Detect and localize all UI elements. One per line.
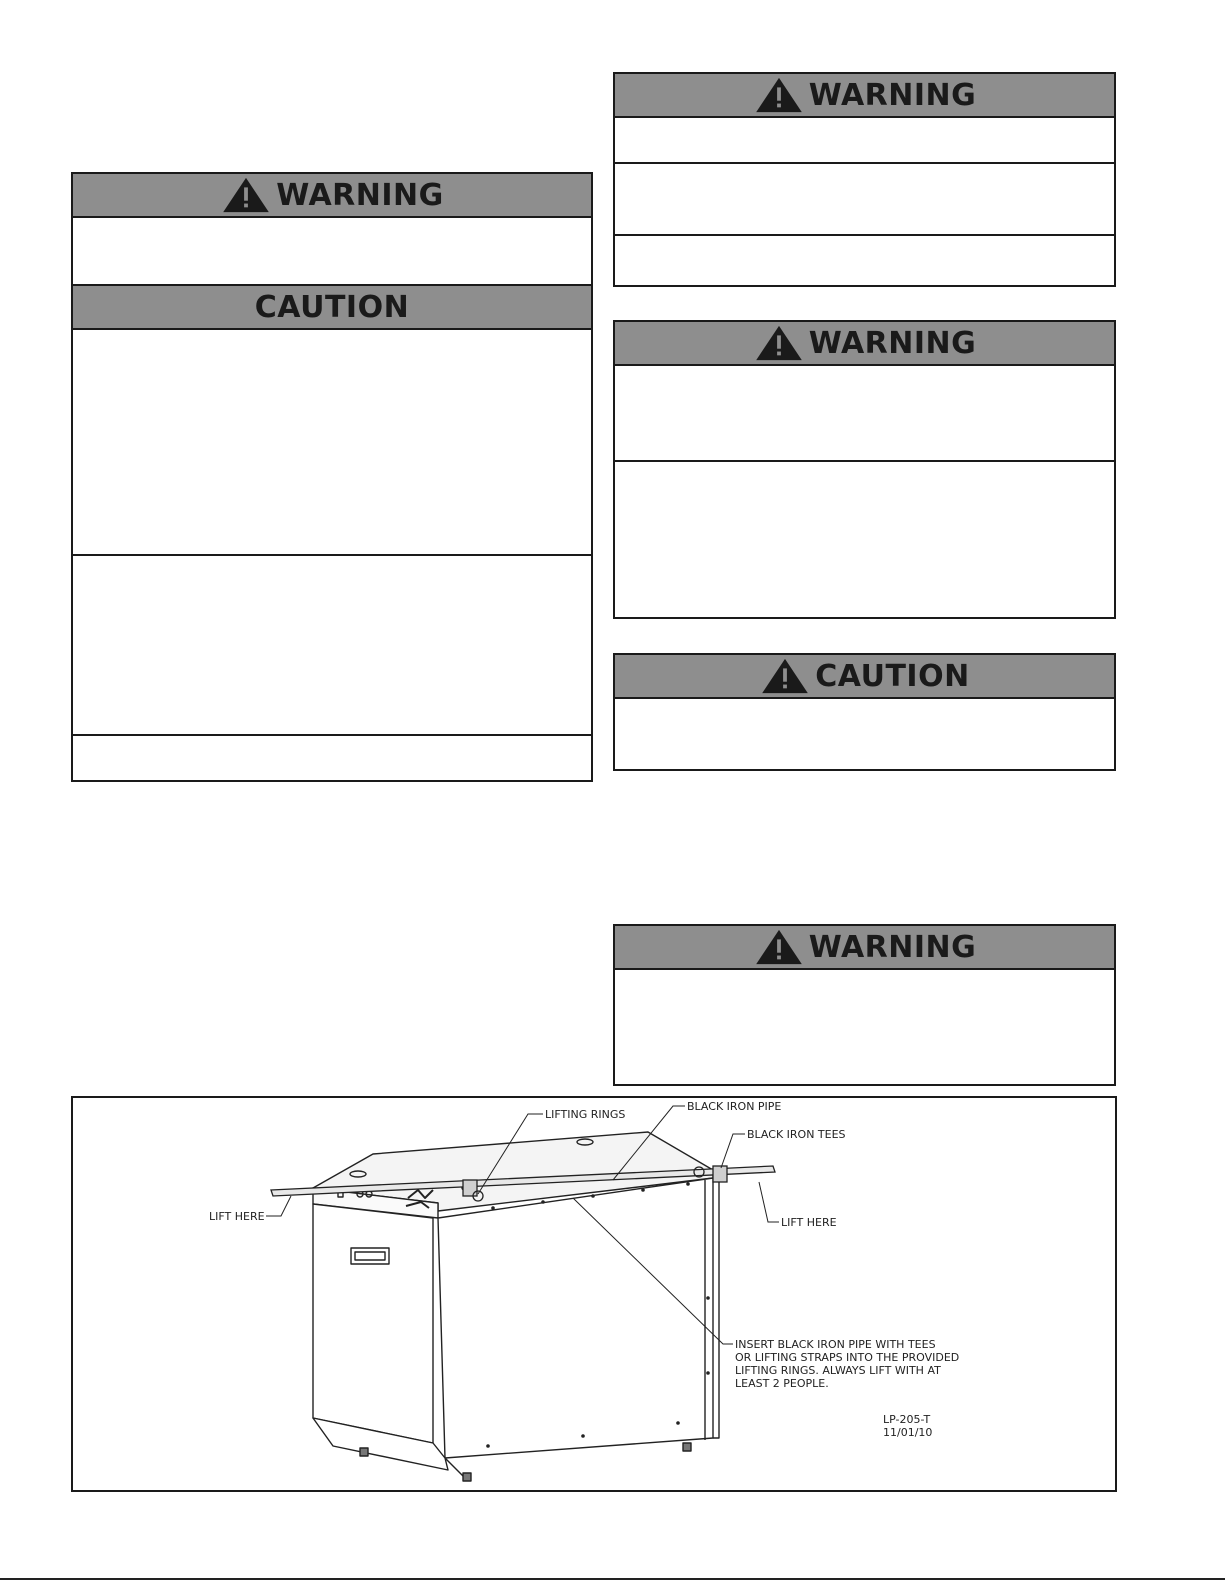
- warning-heading: WARNING: [808, 929, 977, 965]
- warning-triangle-icon: [759, 657, 811, 695]
- warning-row-3: [615, 236, 1114, 287]
- black-iron-tee-right: [713, 1166, 727, 1182]
- warning-box-right-1: [613, 72, 1116, 287]
- caution-row-1: [73, 330, 591, 556]
- caution-box-left: [71, 284, 593, 782]
- black-iron-tee-left: [463, 1180, 477, 1196]
- drawing-number: LP-205-T: [883, 1413, 931, 1426]
- boiler-side-panel: [438, 1178, 713, 1458]
- boiler-front-panel: [313, 1204, 433, 1443]
- warning-header: [615, 74, 1114, 118]
- label-lift-here-right: LIFT HERE: [781, 1216, 837, 1229]
- label-insert-line-1: INSERT BLACK IRON PIPE WITH TEES: [735, 1338, 936, 1351]
- warning-box-right-2: [613, 320, 1116, 619]
- caution-header: [615, 655, 1114, 699]
- warning-triangle-icon: [753, 928, 805, 966]
- label-insert-line-4: LEAST 2 PEOPLE.: [735, 1377, 829, 1390]
- warning-header: [615, 926, 1114, 970]
- caution-heading: CAUTION: [254, 289, 410, 325]
- warning-heading: WARNING: [276, 177, 444, 213]
- page-bottom-rule: [0, 1578, 1225, 1580]
- caution-heading: CAUTION: [815, 658, 970, 694]
- warning-triangle-icon: [753, 324, 805, 362]
- drawing-date: 11/01/10: [883, 1426, 933, 1439]
- label-black-iron-pipe: BLACK IRON PIPE: [687, 1100, 782, 1113]
- warning-box-right-3: [613, 924, 1116, 1086]
- caution-row-3: [73, 736, 591, 780]
- warning-box-left: [71, 172, 593, 286]
- caution-box-right: [613, 653, 1116, 771]
- warning-body: [73, 218, 591, 286]
- warning-heading: WARNING: [808, 325, 977, 361]
- warning-header: [73, 174, 591, 218]
- warning-row-2: [615, 462, 1114, 619]
- warning-heading: WARNING: [808, 77, 977, 113]
- label-lift-here-left: LIFT HERE: [209, 1210, 265, 1223]
- label-insert-line-2: OR LIFTING STRAPS INTO THE PROVIDED: [735, 1351, 960, 1364]
- warning-body: [615, 970, 1114, 1086]
- lifting-diagram: [71, 1096, 1117, 1492]
- label-lifting-rings: LIFTING RINGS: [545, 1108, 626, 1121]
- warning-header: [615, 322, 1114, 366]
- caution-row-2: [73, 556, 591, 736]
- warning-row-1: [615, 118, 1114, 164]
- caution-header: [73, 286, 591, 330]
- label-insert-line-3: LIFTING RINGS. ALWAYS LIFT WITH AT: [735, 1364, 941, 1377]
- label-black-iron-tees: BLACK IRON TEES: [747, 1128, 846, 1141]
- warning-row-1: [615, 366, 1114, 462]
- boiler-lifting-illustration: [73, 1098, 1119, 1494]
- warning-triangle-icon: [753, 76, 805, 114]
- warning-row-2: [615, 164, 1114, 236]
- warning-triangle-icon: [220, 176, 272, 214]
- caution-body: [615, 699, 1114, 771]
